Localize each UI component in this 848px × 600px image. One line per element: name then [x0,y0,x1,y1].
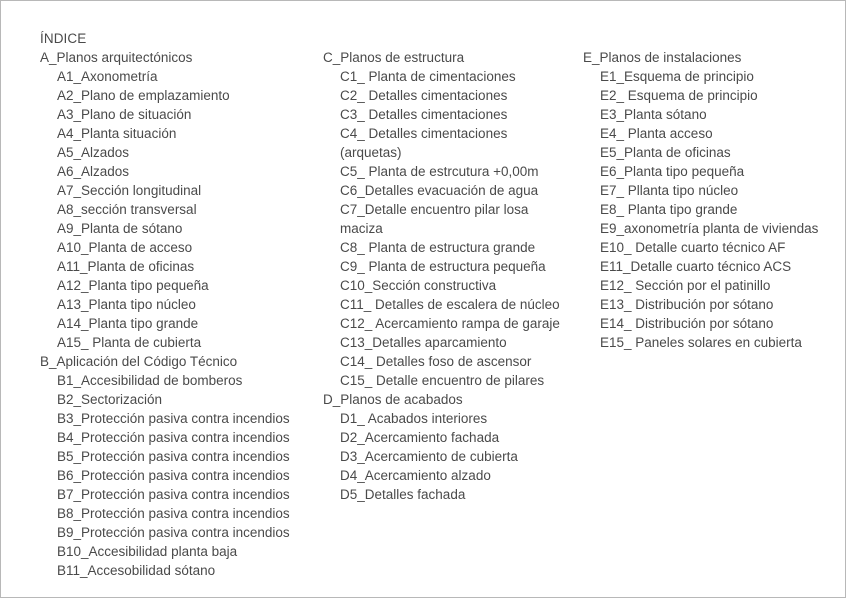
list-item: C7_Detalle encuentro pilar losa maciza [340,202,529,236]
index-title: ÍNDICE [40,31,87,46]
list-item: A12_Planta tipo pequeña [57,278,209,293]
list-item: E3_Planta sótano [600,107,707,122]
list-item: B3_Protección pasiva contra incendios [57,411,290,426]
section-heading-e: E_Planos de instalaciones [583,50,742,65]
list-item: B2_Sectorización [57,392,163,407]
list-item: C11_ Detalles de escalera de núcleo [340,297,560,312]
list-item: E11_Detalle cuarto técnico ACS [600,259,792,274]
index-column-3 [583,48,845,352]
list-item: C4_ Detalles cimentaciones (arquetas) [340,126,508,160]
list-item: E14_ Distribución por sótano [600,316,774,331]
list-item: C1_ Planta de cimentaciones [340,69,516,84]
list-item: A13_Planta tipo núcleo [57,297,196,312]
index-column-2 [323,48,578,504]
list-item: D5_Detalles fachada [340,487,466,502]
list-item: C14_ Detalles foso de ascensor [340,354,532,369]
list-item: A1_Axonometría [57,69,158,84]
list-item: C6_Detalles evacuación de agua [340,183,539,198]
list-item: C10_Sección constructiva [340,278,497,293]
list-item: C13_Detalles aparcamiento [340,335,507,350]
list-item: A6_Alzados [57,164,130,179]
list-item: E13_ Distribución por sótano [600,297,774,312]
list-item: A8_sección transversal [57,202,197,217]
section-heading-b: B_Aplicación del Código Técnico [40,354,238,369]
list-item: A7_Sección longitudinal [57,183,202,198]
list-item: A3_Plano de situación [57,107,192,122]
list-item: E6_Planta tipo pequeña [600,164,745,179]
list-item: D1_ Acabados interiores [340,411,488,426]
section-heading-a: A_Planos arquitectónicos [40,50,193,65]
list-item: E1_Esquema de principio [600,69,754,84]
list-item: E15_ Paneles solares en cubierta [600,335,802,350]
list-item: B6_Protección pasiva contra incendios [57,468,290,483]
list-item: B8_Protección pasiva contra incendios [57,506,290,521]
section-heading-d: D_Planos de acabados [323,392,463,407]
list-item: E4_ Planta acceso [600,126,713,141]
list-item: C2_ Detalles cimentaciones [340,88,508,103]
list-item: E8_ Planta tipo grande [600,202,738,217]
list-item: D2_Acercamiento fachada [340,430,500,445]
list-item: E5_Planta de oficinas [600,145,731,160]
list-item: C5_ Planta de estrcutura +0,00m [340,164,539,179]
list-item: B5_Protección pasiva contra incendios [57,449,290,464]
list-item: E10_ Detalle cuarto técnico AF [600,240,786,255]
list-item: C15_ Detalle encuentro de pilares [340,373,545,388]
list-item: E7_ Pllanta tipo núcleo [600,183,739,198]
index-column-1 [40,48,315,580]
list-item: B1_Accesibilidad de bomberos [57,373,243,388]
list-item: A11_Planta de oficinas [57,259,195,274]
list-item: C3_ Detalles cimentaciones [340,107,508,122]
list-item: E12_ Sección por el patinillo [600,278,771,293]
list-item: B7_Protección pasiva contra incendios [57,487,290,502]
list-item: A2_Plano de emplazamiento [57,88,230,103]
list-item: C12_ Acercamiento rampa de garaje [340,316,560,331]
list-item: E9_axonometría planta de viviendas [600,221,819,236]
list-item: A4_Planta situación [57,126,177,141]
list-item: C8_ Planta de estructura grande [340,240,536,255]
list-item: D4_Acercamiento alzado [340,468,491,483]
list-item: A10_Planta de acceso [57,240,193,255]
list-item: A14_Planta tipo grande [57,316,199,331]
list-item: B10_Accesibilidad planta baja [57,544,238,559]
list-item: D3_Acercamiento de cubierta [340,449,518,464]
list-item: A5_Alzados [57,145,130,160]
list-item: B11_Accesobilidad sótano [57,563,216,578]
list-item: E2_ Esquema de principio [600,88,758,103]
list-item: C9_ Planta de estructura pequeña [340,259,546,274]
list-item: B9_Protección pasiva contra incendios [57,525,290,540]
section-heading-c: C_Planos de estructura [323,50,465,65]
list-item: A9_Planta de sótano [57,221,183,236]
list-item: A15_ Planta de cubierta [57,335,202,350]
list-item: B4_Protección pasiva contra incendios [57,430,290,445]
